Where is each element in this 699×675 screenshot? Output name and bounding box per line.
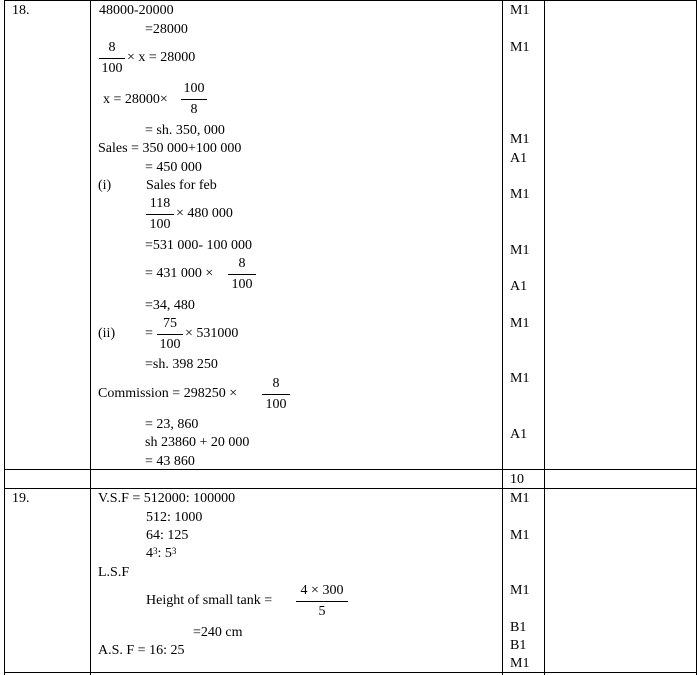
column-divider-2: [502, 0, 503, 675]
fraction-bar: [296, 601, 348, 602]
q18-working-line: x = 28000×: [103, 92, 168, 107]
q18-fraction: [157, 316, 183, 353]
numerator: 4 × 300: [300, 583, 344, 598]
question-number-19: 19.: [12, 491, 30, 506]
fraction-bar: [181, 99, 207, 100]
q18-working-line: =: [145, 326, 153, 341]
q18-fraction: [146, 196, 174, 233]
q19-mark: M1: [510, 528, 530, 543]
q18-working-line: Sales = 350 000+100 000: [98, 141, 242, 156]
denominator: 100: [265, 397, 287, 412]
q18-mark: A1: [510, 279, 528, 294]
ratio-separator: : 5: [157, 546, 172, 561]
power-base: 4: [146, 546, 153, 561]
row-divider-2: [4, 488, 697, 489]
q19-mark: B1: [510, 638, 527, 653]
q18-working-line: =sh. 398 250: [145, 357, 218, 372]
fraction-bar: [157, 334, 183, 335]
table-border-left: [4, 0, 5, 675]
q18-fraction: [262, 376, 290, 413]
q19-working-line: L.S.F: [98, 565, 130, 580]
q18-mark: M1: [510, 40, 530, 55]
table-border-right: [696, 0, 697, 675]
exponent: 3: [153, 546, 158, 556]
denominator: 100: [231, 277, 253, 292]
exponent: 3: [171, 546, 177, 556]
q18-working-line: = 431 000 ×: [145, 266, 214, 281]
denominator: 100: [101, 61, 123, 76]
q18-mark: M1: [510, 243, 530, 258]
q18-working-line: Sales for feb: [146, 178, 217, 193]
q18-working-line: =531 000- 100 000: [145, 238, 253, 253]
q18-mark: A1: [510, 151, 528, 166]
denominator: 8: [190, 102, 198, 117]
q18-part-label: (ii): [98, 326, 116, 341]
q18-mark: M1: [510, 316, 530, 331]
q19-working-line: Height of small tank =: [146, 593, 273, 608]
denominator: 5: [318, 604, 326, 619]
table-border-bottom: [4, 672, 697, 673]
q19-mark: M1: [510, 491, 530, 506]
column-divider-1: [90, 0, 91, 675]
q18-fraction: [181, 81, 207, 118]
q18-working-line: sh 23860 + 20 000: [145, 435, 250, 450]
q19-working-line: V.S.F = 512000: 100000: [98, 491, 236, 506]
q18-mark: M1: [510, 132, 530, 147]
q18-working-line: =28000: [145, 22, 188, 37]
numerator: 100: [183, 81, 205, 96]
q18-mark: A1: [510, 427, 528, 442]
denominator: 100: [159, 337, 181, 352]
q18-mark: M1: [510, 3, 530, 18]
q18-working-line: 48000-20000: [99, 3, 174, 18]
q18-fraction: [228, 256, 256, 293]
row-divider-1: [4, 469, 697, 470]
q18-working-line: Commission = 298250 ×: [98, 386, 238, 401]
q19-fraction: [296, 583, 348, 620]
fraction-bar: [262, 394, 290, 395]
fraction-bar: [146, 214, 174, 215]
q19-mark: M1: [510, 656, 530, 671]
numerator: 8: [108, 40, 116, 55]
q18-working-line: × 531000: [185, 326, 239, 341]
q19-working-line: =240 cm: [193, 625, 243, 640]
q18-working-line: = 43 860: [145, 454, 195, 469]
q18-total-marks: 10: [510, 472, 524, 487]
fraction-bar: [228, 274, 256, 275]
q18-working-line: = sh. 350, 000: [145, 123, 225, 138]
q18-part-label: (i): [98, 178, 112, 193]
fraction-bar: [99, 58, 125, 59]
q18-working-line: × 480 000: [176, 206, 233, 221]
q18-fraction: [99, 40, 125, 77]
q19-working-line: [146, 546, 176, 562]
numerator: 75: [163, 316, 177, 331]
q18-working-line: = 450 000: [145, 160, 202, 175]
q18-working-line: × x = 28000: [127, 50, 196, 65]
q18-mark: M1: [510, 187, 530, 202]
q18-mark: M1: [510, 371, 530, 386]
table-border-top: [4, 0, 697, 1]
denominator: 100: [149, 217, 171, 232]
numerator: 118: [149, 196, 171, 211]
numerator: 8: [238, 256, 246, 271]
q18-working-line: = 23, 860: [145, 417, 199, 432]
numerator: 8: [272, 376, 280, 391]
q19-working-line: 512: 1000: [146, 510, 203, 525]
question-number-18: 18.: [12, 3, 30, 18]
q19-mark: B1: [510, 620, 527, 635]
q18-working-line: =34, 480: [145, 298, 195, 313]
q19-working-line: 64: 125: [146, 528, 189, 543]
column-divider-3: [544, 0, 545, 675]
q19-mark: M1: [510, 583, 530, 598]
q19-working-line: A.S. F = 16: 25: [98, 643, 185, 658]
